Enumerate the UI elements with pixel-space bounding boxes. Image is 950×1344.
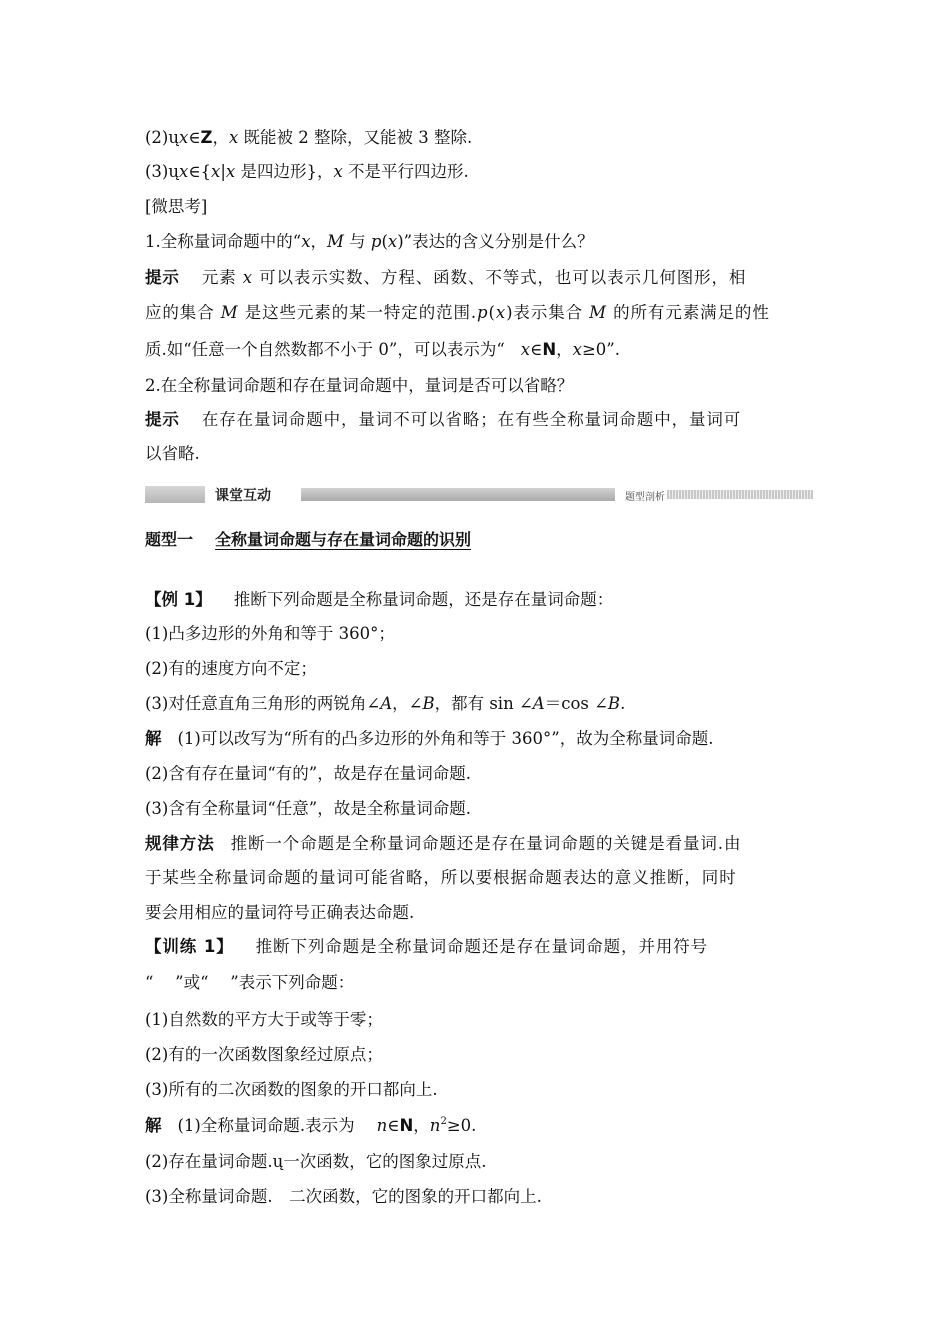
example-item-2: (2)有的速度方向不定； <box>145 659 317 678</box>
hint-2-line-1 <box>145 408 741 432</box>
exponent: 2 <box>440 1116 447 1127</box>
var-n: n <box>376 1116 388 1135</box>
training-label: 【训练 1】 <box>145 937 234 956</box>
var-x: x <box>229 128 239 147</box>
text: 与 <box>343 232 371 251</box>
method-line-3: 要会用相应的量词符号正确表达命题. <box>145 903 415 922</box>
text: 既能被 2 整除，又能被 3 整除. <box>238 128 473 147</box>
var-a: A <box>380 694 393 713</box>
text: 元素 <box>201 268 243 287</box>
text: 应的集合 <box>145 303 221 322</box>
text: 推断下列命题是全称量词命题，还是存在量词命题： <box>233 590 614 609</box>
var-m: M <box>589 303 607 322</box>
text: ( <box>381 232 388 251</box>
var-p: p <box>370 232 382 251</box>
example-item-3 <box>145 692 625 716</box>
text: (1)可以改写为“所有的凸多边形的外角和等于 360°”，故为全称量词命题. <box>177 729 714 748</box>
text: (3)ų <box>145 162 179 181</box>
text: 是四边形}， <box>235 162 334 181</box>
think-question-1 <box>145 230 594 254</box>
banner-label: 课堂互动 <box>215 488 271 504</box>
text: 可以表示实数、方程、函数、不等式，也可以表示几何图形，相 <box>252 268 747 287</box>
var-x: x <box>520 340 531 359</box>
intro-line-3 <box>145 160 469 184</box>
text: )表示集合 <box>506 303 590 322</box>
training-item-3: (3)所有的二次函数的图象的开口都向上. <box>145 1080 438 1099</box>
var-n: n <box>429 1116 441 1135</box>
var-x: x <box>495 303 507 322</box>
set-z: Z <box>200 128 213 147</box>
training-item-1: (1)自然数的平方大于或等于零； <box>145 1010 383 1029</box>
var-x: x <box>179 128 189 147</box>
training-line-2: “ ”或“ ”表示下列命题： <box>145 973 355 992</box>
text: (1)全称量词命题.表示为 <box>177 1116 355 1135</box>
var-x: x <box>387 232 398 251</box>
training-item-2: (2)有的一次函数图象经过原点； <box>145 1045 383 1064</box>
var-x: x <box>179 162 189 181</box>
text: 质.如“任意一个自然数都不小于 0”，可以表示为“ <box>145 340 505 359</box>
text: ∈ <box>188 128 201 147</box>
solution-label: 解 <box>145 1116 162 1135</box>
section-label: 题型一 <box>145 530 194 549</box>
example-item-1: (1)凸多边形的外角和等于 360°； <box>145 624 395 643</box>
example-label: 【例 1】 <box>145 590 212 609</box>
banner-bar <box>145 486 205 503</box>
hint-label: 提示 <box>145 268 180 287</box>
text: 不是平行四边形. <box>342 162 469 181</box>
text: (2)ų <box>145 128 179 147</box>
text: ， <box>310 232 327 251</box>
text: )”表达的含义分别是什么？ <box>397 232 594 251</box>
text: ≥0”. <box>581 340 620 359</box>
var-x: x <box>242 268 253 287</box>
var-m: M <box>327 232 344 251</box>
text: ，∠ <box>392 694 423 713</box>
var-x: x <box>301 232 311 251</box>
method-label: 规律方法 <box>145 834 215 853</box>
var-p: p <box>477 303 489 322</box>
hint-1-line-2 <box>145 301 770 325</box>
text: ≥0. <box>446 1116 477 1135</box>
example-intro <box>145 588 613 612</box>
var-x: x <box>333 162 343 181</box>
training-solution-3: (3)全称量词命题. 二次函数，它的图象的开口都向上. <box>145 1187 542 1206</box>
var-a: A <box>532 694 545 713</box>
banner-bar <box>301 488 621 501</box>
hint-label: 提示 <box>145 410 180 429</box>
text: ， <box>413 1116 430 1135</box>
var-b: B <box>422 694 435 713</box>
text: ( <box>488 303 496 322</box>
var-x: x <box>225 162 236 181</box>
text: 1.全称量词命题中的“ <box>145 232 302 251</box>
text: ∈{ <box>188 162 212 181</box>
section-banner <box>145 486 813 503</box>
training-line-1 <box>145 935 708 959</box>
think-question-2: 2.在全称量词命题和存在量词命题中，量词是否可以省略？ <box>145 376 574 395</box>
training-solution-1 <box>145 1114 476 1138</box>
method-line-1 <box>145 832 741 856</box>
think-header: [微思考] <box>145 197 208 216</box>
example-solution-1 <box>145 727 713 751</box>
set-n: N <box>399 1116 414 1135</box>
text: | <box>220 162 226 181</box>
text: . <box>620 694 626 713</box>
hint-2-line-2: 以省略. <box>145 444 200 463</box>
example-solution-2: (2)含有存在量词“有的”，故是存在量词命题. <box>145 764 471 783</box>
example-solution-3: (3)含有全称量词“任意”，故是全称量词命题. <box>145 799 471 818</box>
hint-1-line-3 <box>145 338 620 362</box>
text: ，都有 sin ∠ <box>434 694 533 713</box>
text: 推断下列命题是全称量词命题还是存在量词命题，并用符号 <box>255 937 709 956</box>
training-solution-2: (2)存在量词命题.ų一次函数，它的图象过原点. <box>145 1152 487 1171</box>
solution-label: 解 <box>145 729 162 748</box>
var-x: x <box>572 340 582 359</box>
section-heading <box>145 528 471 552</box>
banner-dots <box>667 490 813 499</box>
text: ， <box>556 340 573 359</box>
banner-tag: 题型剖析 <box>625 492 665 503</box>
text: ， <box>212 128 229 147</box>
section-title: 全称量词命题与存在量词命题的识别 <box>215 530 472 549</box>
method-line-2: 于某些全称量词命题的量词可能省略，所以要根据命题表达的意义推断，同时 <box>145 868 737 887</box>
var-m: M <box>220 303 239 322</box>
text: ∈ <box>530 340 543 359</box>
var-x: x <box>211 162 221 181</box>
text: (3)对任意直角三角形的两锐角∠ <box>145 694 381 713</box>
text: 在存在量词命题中，量词不可以省略；在有些全称量词命题中，量词可 <box>201 410 742 429</box>
intro-line-2 <box>145 126 472 150</box>
text: 是这些元素的某一特定的范围. <box>238 303 478 322</box>
var-b: B <box>607 694 621 713</box>
text: ∈ <box>387 1116 400 1135</box>
text: 的所有元素满足的性 <box>606 303 770 322</box>
text: 推断一个命题是全称量词命题还是存在量词命题的关键是看量词.由 <box>230 834 742 853</box>
set-n: N <box>542 340 557 359</box>
hint-1-line-1 <box>145 266 746 290</box>
text: ＝cos ∠ <box>544 694 608 713</box>
